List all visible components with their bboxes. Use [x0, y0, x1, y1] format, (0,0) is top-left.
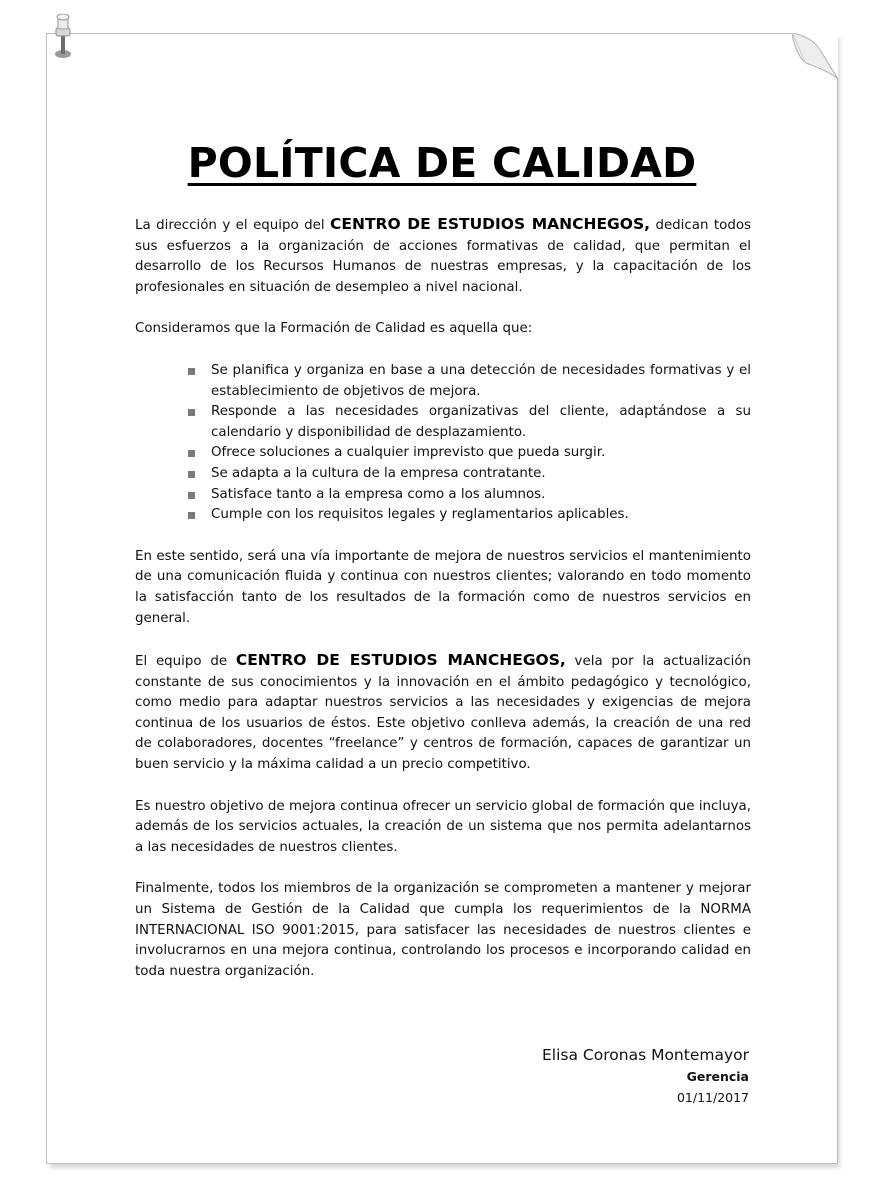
- paragraph-commitment: Finalmente, todos los miembros de la organización se comprometen a mantener y mejorar un Sistema de Gestión de la Calidad que cumpla los requerimientos de la NORMA INTERNACIONAL ISO 9001:2015, para satisfacer las necesidades de nuestros clientes e involucrarnos en una mejora continua, controlando los procesos e incorporando calidad en toda nuestra organización.: [135, 881, 751, 979]
- signature-date: 01/11/2017: [676, 1090, 749, 1105]
- org-name: CENTRO DE ESTUDIOS MANCHEGOS,: [330, 215, 651, 233]
- signature-block: [542, 1044, 749, 1108]
- page-fold-icon: [792, 33, 838, 79]
- intro-paragraph: La dirección y el equipo del CENTRO DE ESTUDIOS MANCHEGOS, dedican todos sus esfuerzos a la organización de acciones formativas de calidad, que permitan el desarrollo de los Recursos Humanos de nuestras empresas, y la capacitación de los profesionales en situación de desempleo a nivel nacional.: [135, 215, 752, 295]
- document-body: [135, 214, 751, 1003]
- quality-criteria-list: [135, 361, 751, 526]
- signer-name: Elisa Coronas Montemayor: [542, 1046, 749, 1064]
- signer-role: Gerencia: [686, 1069, 749, 1084]
- paragraph-team: El equipo de CENTRO DE ESTUDIOS MANCHEGOS, vela por la actualización constante de sus conocimientos y la innovación en el ámbito pedagógico y tecnológico, como medio para adaptar nuestros servicios a las necesidades y exigencias de mejora continua de los usuarios de éstos. Este objetivo conlleva además, la creación de una red de colaboradores, docentes “freelance” y centros de formación, capaces de garantizar un buen servicio y la máxima calidad a un precio competitivo.: [135, 651, 752, 773]
- page-title: POLÍTICA DE CALIDAD: [187, 139, 697, 188]
- pushpin-icon: [52, 14, 74, 64]
- list-item: Se planifica y organiza en base a una detección de necesidades formativas y el establecimiento de objetivos de mejora.: [187, 361, 751, 402]
- list-item: Se adapta a la cultura de la empresa contratante.: [187, 464, 751, 485]
- org-name: CENTRO DE ESTUDIOS MANCHEGOS,: [235, 651, 566, 670]
- paragraph-communication: En este sentido, será una vía importante de mejora de nuestros servicios el mantenimiento de una comunicación fluida y continua con nuestros clientes; valorando en todo momento la satisfacción tanto de los resultados de la formación como de nuestros servicios en general.: [135, 548, 751, 626]
- lead-paragraph: Consideramos que la Formación de Calidad es aquella que:: [135, 321, 533, 337]
- list-item: Satisface tanto a la empresa como a los alumnos.: [187, 485, 751, 506]
- paragraph-objective: Es nuestro objetivo de mejora continua ofrecer un servicio global de formación que incluya, además de los servicios actuales, la creación de un sistema que nos permita adelantarnos a las necesidades de nuestros clientes.: [135, 798, 751, 855]
- list-item: Ofrece soluciones a cualquier imprevisto que pueda surgir.: [187, 443, 751, 464]
- list-item: Cumple con los requisitos legales y reglamentarios aplicables.: [187, 505, 751, 526]
- document-page: [46, 33, 838, 1164]
- list-item: Responde a las necesidades organizativas del cliente, adaptándose a su calendario y disponibilidad de desplazamiento.: [187, 402, 751, 443]
